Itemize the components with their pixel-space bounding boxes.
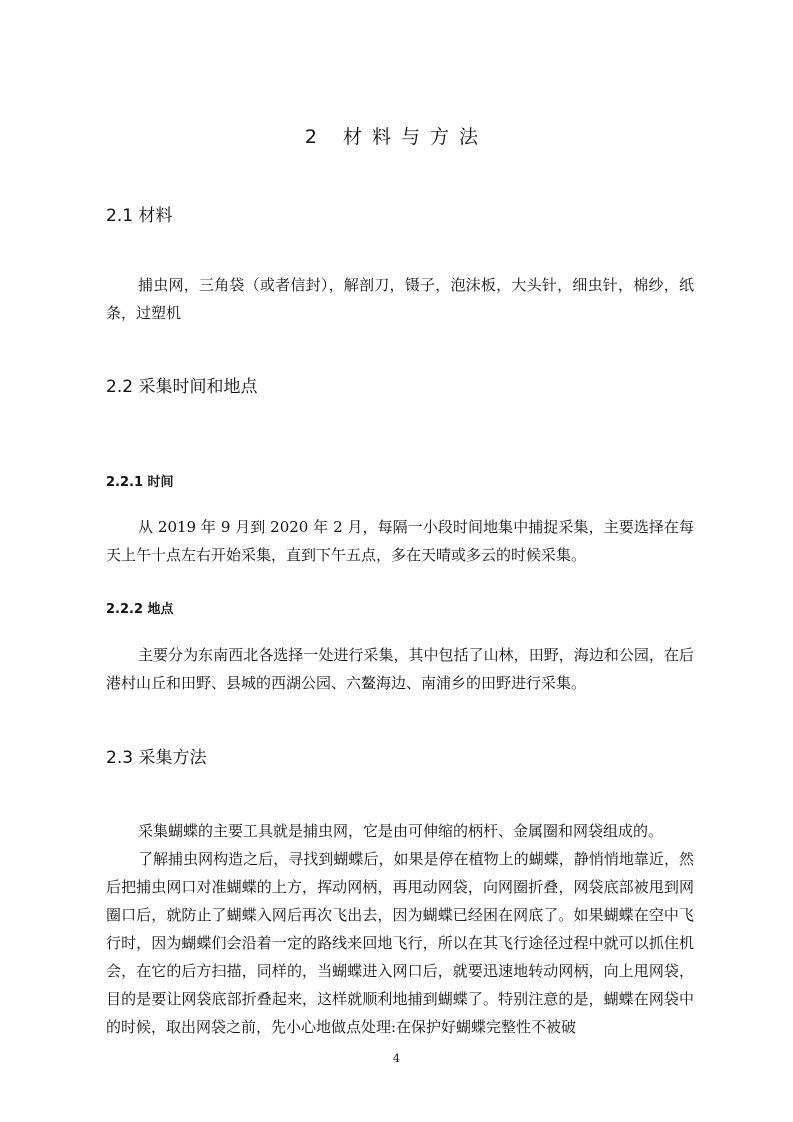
section-heading-2-2-1: 2.2.1 时间 xyxy=(106,475,174,490)
method-paragraph-1: 采集蝴蝶的主要工具就是捕虫网，它是由可伸缩的柄杆、金属圈和网袋组成的。 xyxy=(138,822,664,840)
page-number: 4 xyxy=(393,1052,400,1065)
time-paragraph: 从 2019 年 9 月到 2020 年 2 月，每隔一小段时间地集中捕捉采集，主要选择在每天上午十点左右开始采集，直到下午五点，多在天晴或多云的时候采集。 xyxy=(106,518,694,564)
location-paragraph: 主要分为东南西北各选择一处进行采集，其中包括了山林，田野，海边和公园，在后港村山丘和田野、县城的西湖公园、六鳌海边、南浦乡的田野进行采集。 xyxy=(106,646,694,692)
method-paragraph-2: 了解捕虫网构造之后，寻找到蝴蝶后，如果是停在植物上的蝴蝶，静悄悄地靠近，然后把捕虫网口对准蝴蝶的上方，挥动网柄，再甩动网袋，向网圈折叠，网袋底部被甩到网圈口后，就防止了蝴蝶入网后再次飞出去，因为蝴蝶已经困在网底了。如果蝴蝶在空中飞行时，因为蝴蝶们会沿着一定的路线来回地飞行，所以在其飞行途径过程中就可以抓住机会，在它的后方扫描，同样的，当蝴蝶进入网口后，就要迅速地转动网柄，向上甩网袋，目的是要让网袋底部折叠起来，这样就顺利地捕到蝴蝶了。特别注意的是，蝴蝶在网袋中的时候，取出网袋之前，先小心地做点处理:在保护好蝴蝶完整性不被破 xyxy=(106,850,694,1036)
chapter-title: 2 材料与方法 xyxy=(304,126,489,148)
section-heading-2-3: 2.3 采集方法 xyxy=(106,748,207,768)
section-heading-2-1: 2.1 材料 xyxy=(106,206,173,226)
materials-paragraph: 捕虫网，三角袋（或者信封），解剖刀，镊子，泡沫板，大头针，细虫针，棉纱，纸条，过塑机 xyxy=(106,276,694,322)
section-heading-2-2-2: 2.2.2 地点 xyxy=(106,602,174,617)
section-heading-2-2: 2.2 采集时间和地点 xyxy=(106,377,258,397)
